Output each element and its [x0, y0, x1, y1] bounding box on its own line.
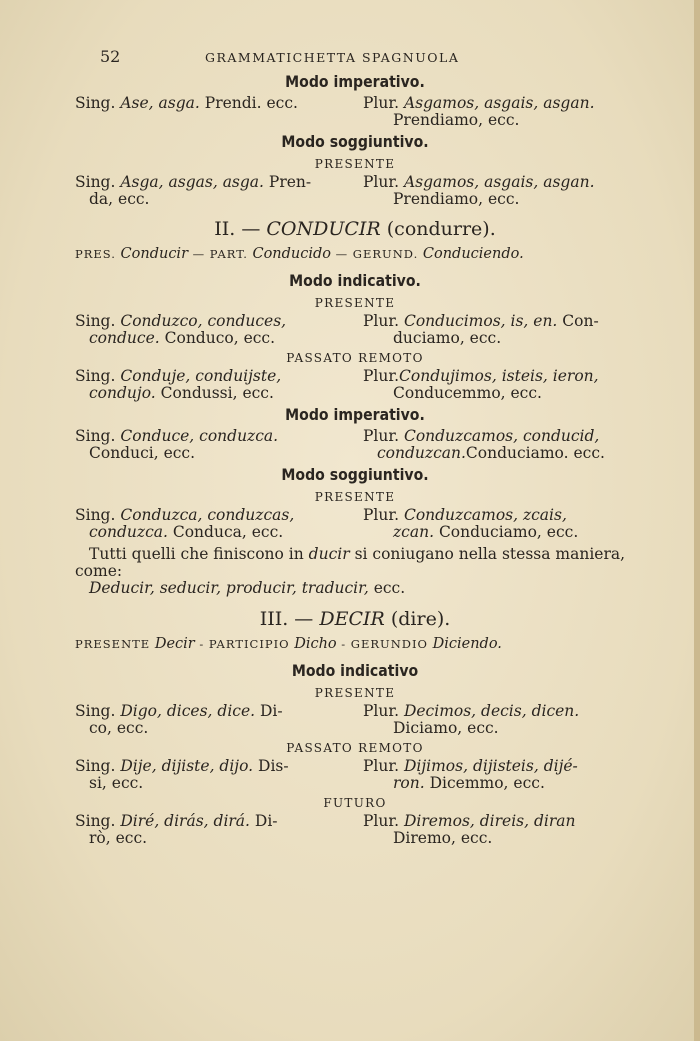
part-label: - PARTICIPIO: [199, 637, 290, 651]
plur-forms: Asgamos, asgais, asgan.: [403, 173, 595, 191]
subheading-presente: PRESENTE: [314, 490, 396, 504]
sing-label: Sing.: [75, 702, 116, 720]
verb-name: DECIR: [319, 608, 385, 630]
sing-translation-cont: si, ecc.: [89, 773, 144, 792]
verb-principal-parts: [75, 245, 635, 263]
subheading-passato-remoto: PASSATO REMOTO: [286, 741, 424, 755]
singular-column: [75, 313, 355, 346]
note-examples: Deducir, seducir, producir, traducir, ecc.: [89, 579, 406, 597]
subheading-presente: PRESENTE: [314, 296, 396, 310]
verb-heading-conducir: [75, 217, 635, 241]
sing-translation: Di-: [254, 812, 278, 830]
sing-translation: Dis-: [258, 757, 289, 775]
verb-translation: (condurre).: [386, 218, 496, 240]
running-title: GRAMMATICHETTA SPAGNUOLA: [205, 50, 460, 65]
part-form: Conducido: [252, 246, 332, 262]
singular-column: [75, 95, 355, 128]
plur-label: Plur.: [363, 757, 400, 775]
page-content: [75, 44, 635, 850]
sing-forms: Ase, asga.: [120, 94, 200, 112]
sing-forms: Conduje, conduijste,: [120, 367, 282, 385]
verb-principal-parts: [75, 635, 635, 653]
sing-translation-cont: da, ecc.: [89, 189, 150, 208]
sing-forms: Digo, dices, dice.: [120, 702, 256, 720]
sing-forms-cont: condujo. Condussi, ecc.: [89, 383, 274, 402]
sing-forms: Conduzca, conduzcas,: [120, 506, 295, 524]
page-number: 52: [100, 47, 121, 66]
ger-form: Diciendo.: [432, 636, 502, 652]
sing-translation: Di-: [260, 702, 283, 720]
verb-heading-decir: [75, 607, 635, 631]
plur-forms: Asgamos, asgais, asgan.: [403, 94, 595, 112]
singular-column: [75, 703, 355, 736]
plur-forms-cont: zcan. Conduciamo, ecc.: [393, 522, 579, 541]
plural-column: [355, 95, 635, 128]
plur-forms: Condujimos, isteis, ieron,: [399, 367, 599, 385]
plur-label: Plur.: [363, 173, 400, 191]
plur-forms: Decimos, decis, dicen.: [403, 702, 580, 720]
singular-column: [75, 758, 355, 791]
plural-column: [355, 507, 635, 540]
ger-label: - GERUNDIO: [341, 637, 428, 651]
plural-column: [355, 313, 635, 346]
sing-translation: Conduci, ecc.: [89, 443, 196, 462]
plural-column: [355, 368, 635, 401]
verb-numeral: III. —: [259, 608, 314, 630]
verb-translation: (dire).: [390, 608, 451, 630]
plur-label: Plur.: [363, 427, 400, 445]
sing-forms: Conduzco, conduces,: [120, 312, 287, 330]
sing-label: Sing.: [75, 812, 116, 830]
subheading-futuro: FUTURO: [323, 796, 387, 810]
plural-column: [355, 174, 635, 207]
heading-imperativo-1: Modo imperativo.: [285, 72, 425, 91]
singular-column: [75, 368, 355, 401]
note-text: Tutti quelli che finiscono in: [89, 545, 304, 563]
plur-label: Plur.: [363, 702, 400, 720]
sing-forms: Asga, asgas, asga.: [120, 173, 264, 191]
singular-column: [75, 507, 355, 540]
plur-label: Plur.: [363, 94, 400, 112]
plur-forms: Conducimos, is, en.: [403, 312, 558, 330]
plur-forms: Dijimos, dijisteis, dijé-: [403, 757, 578, 775]
conjugation-row: [75, 313, 635, 346]
conjugation-row: [75, 95, 635, 128]
sing-forms-cont: conduce. Conduco, ecc.: [89, 328, 276, 347]
singular-column: [75, 174, 355, 207]
heading-soggiuntivo-2: Modo soggiuntivo.: [281, 465, 429, 484]
plur-translation: Prendiamo, ecc.: [393, 189, 520, 208]
note-keyword: ducir: [308, 545, 350, 563]
conjugation-row: [75, 507, 635, 540]
plural-column: [355, 758, 635, 791]
conjugation-row: [75, 703, 635, 736]
pres-label: PRES.: [75, 247, 116, 261]
subheading-presente: PRESENTE: [314, 686, 396, 700]
sing-translation: Prendi. ecc.: [204, 94, 298, 112]
plur-label: Plur.: [363, 367, 400, 385]
plur-forms: Conduzcamos, zcais,: [403, 506, 567, 524]
heading-indicativo-3: Modo indicativo: [291, 661, 419, 680]
plural-column: [355, 428, 635, 461]
plur-forms-cont: conduzcan.Conduciamo. ecc.: [377, 443, 605, 462]
singular-column: [75, 428, 355, 461]
sing-translation-cont: co, ecc.: [89, 718, 149, 737]
ger-form: Conduciendo.: [422, 246, 524, 262]
verb-name: CONDUCIR: [266, 218, 381, 240]
plur-translation: Diciamo, ecc.: [393, 718, 499, 737]
plural-column: [355, 703, 635, 736]
plur-label: Plur.: [363, 506, 400, 524]
pres-form: Decir: [154, 636, 195, 652]
pres-label: PRESENTE: [75, 637, 151, 651]
note-paragraph: [75, 546, 635, 597]
pres-form: Conducir: [120, 246, 189, 262]
plur-label: Plur.: [363, 312, 400, 330]
conjugation-row: [75, 368, 635, 401]
note-text-cont: si coniugano nella stessa maniera, come:: [75, 545, 626, 580]
sing-label: Sing.: [75, 757, 116, 775]
sing-forms-cont: conduzca. Conduca, ecc.: [89, 522, 284, 541]
sing-translation: Pren-: [268, 173, 312, 191]
plur-translation: Diremo, ecc.: [393, 828, 493, 847]
page-edge: [694, 0, 700, 1041]
part-label: — PART.: [192, 247, 248, 261]
plur-forms: Diremos, direis, diran: [403, 812, 576, 830]
plur-translation: Con-: [562, 312, 599, 330]
conjugation-row: [75, 813, 635, 846]
plural-column: [355, 813, 635, 846]
plur-translation: Conducemmo, ecc.: [393, 383, 542, 402]
sing-label: Sing.: [75, 173, 116, 191]
plur-label: Plur.: [363, 812, 400, 830]
sing-label: Sing.: [75, 506, 116, 524]
ger-label: — GERUND.: [335, 247, 419, 261]
sing-label: Sing.: [75, 427, 116, 445]
plur-translation: Prendiamo, ecc.: [393, 110, 520, 129]
sing-forms: Conduce, conduzca.: [120, 427, 279, 445]
sing-forms: Dije, dijiste, dijo.: [120, 757, 254, 775]
subheading-passato-remoto: PASSATO REMOTO: [286, 351, 424, 365]
plur-forms: Conduzcamos, conducid,: [403, 427, 600, 445]
sing-label: Sing.: [75, 312, 116, 330]
heading-imperativo-2: Modo imperativo.: [285, 405, 425, 424]
plur-forms-cont: ron. Dicemmo, ecc.: [393, 773, 545, 792]
singular-column: [75, 813, 355, 846]
plur-translation-cont: duciamo, ecc.: [393, 328, 502, 347]
verb-numeral: II. —: [214, 218, 261, 240]
heading-soggiuntivo-1: Modo soggiuntivo.: [281, 132, 429, 151]
sing-translation-cont: rò, ecc.: [89, 828, 148, 847]
sing-label: Sing.: [75, 94, 116, 112]
heading-indicativo-2: Modo indicativo.: [289, 271, 421, 290]
conjugation-row: [75, 758, 635, 791]
running-header: [75, 44, 635, 70]
part-form: Dicho: [294, 636, 337, 652]
subheading-presente: PRESENTE: [314, 157, 396, 171]
sing-forms: Diré, dirás, dirá.: [120, 812, 250, 830]
conjugation-row: [75, 428, 635, 461]
sing-label: Sing.: [75, 367, 116, 385]
conjugation-row: [75, 174, 635, 207]
